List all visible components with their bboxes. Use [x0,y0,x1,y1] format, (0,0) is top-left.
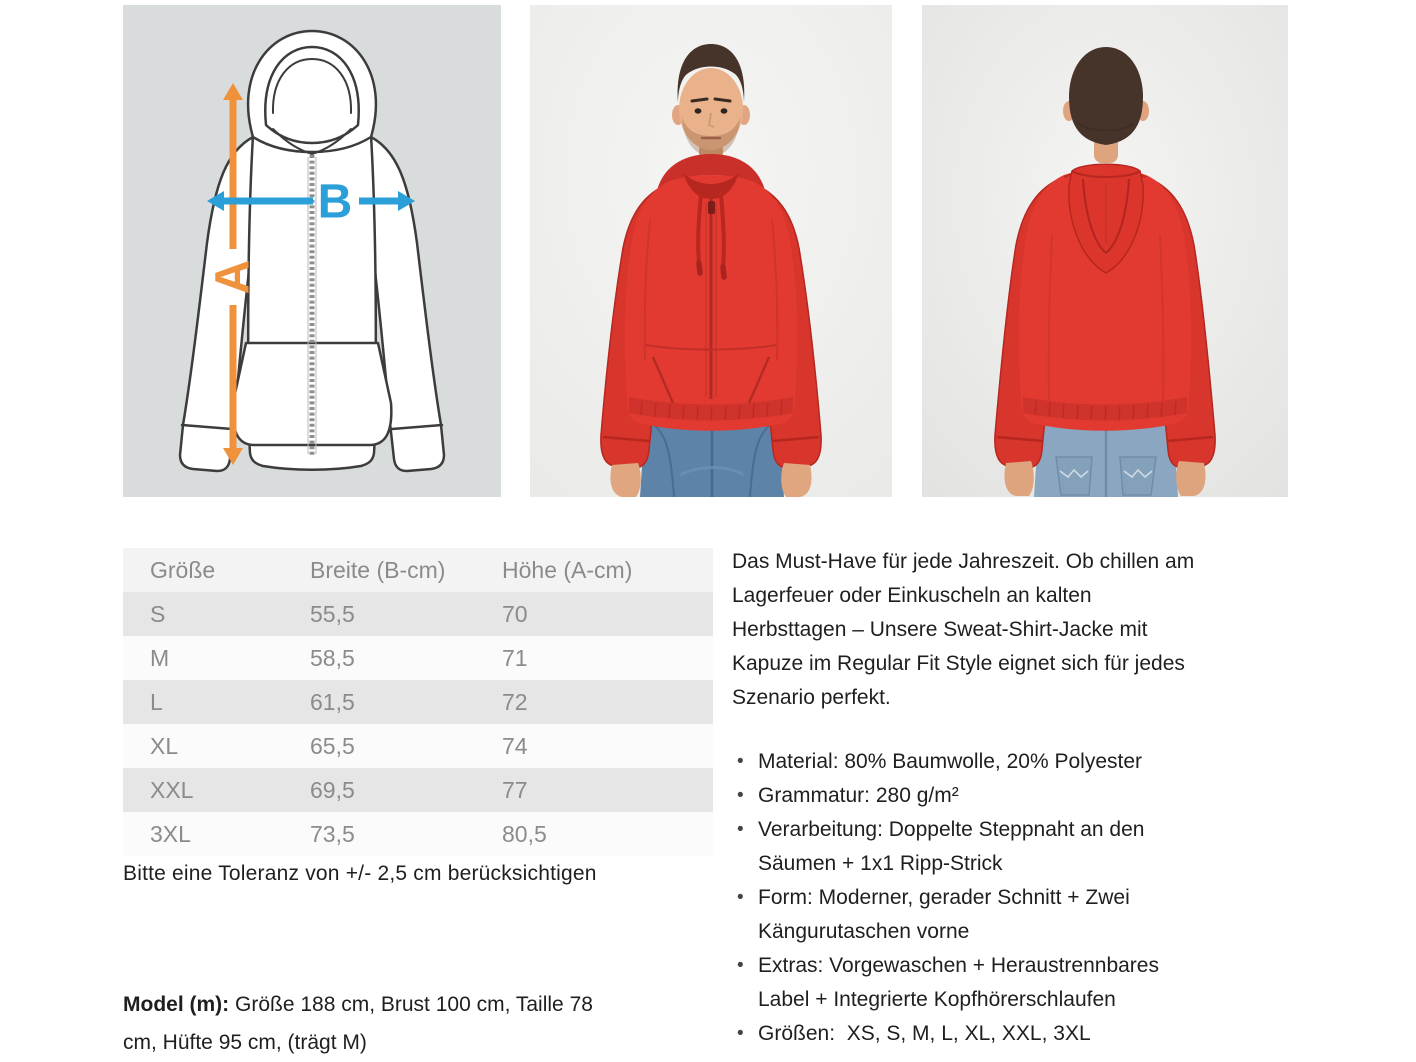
label-b: B [317,175,353,229]
product-description [732,545,1210,1051]
table-row: S 55,5 70 [123,592,713,636]
table-row: L 61,5 72 [123,680,713,724]
model-info-text: Größe 188 cm, Brust 100 cm, Taille 78 cm, Hüfte 95 cm, (trägt M) [123,993,593,1054]
feature-form: • Form: Moderner, gerader Schnitt + Zwei Kängurutaschen vorne [732,881,1210,949]
product-photo-back [922,5,1288,497]
table-row: 3XL 73,5 80,5 [123,812,713,856]
table-row: XXL 69,5 77 [123,768,713,812]
model-front-illustration [530,5,892,497]
back-pocket-right [1120,457,1156,495]
size-table [123,548,713,856]
model-info [123,986,623,1062]
back-pocket-left [1056,457,1092,495]
feature-extras: • Extras: Vorgewaschen + Heraustrennbares Label + Integrierte Kopfhörerschlaufen [732,949,1210,1017]
hood-opening [265,47,358,143]
feature-groessen: • Größen: XS, S, M, L, XL, XXL, 3XL [732,1017,1210,1051]
feature-verarbeitung: • Verarbeitung: Doppelte Steppnaht an den Säumen + 1x1 Ripp-Strick [732,813,1210,881]
col-header-breite: Breite (B-cm) [310,556,446,583]
table-row: XL 65,5 74 [123,724,713,768]
product-features-list [732,745,1210,1051]
table-row: M 58,5 71 [123,636,713,680]
label-a: A [206,259,260,295]
tolerance-note: Bitte eine Toleranz von +/- 2,5 cm berücksichtigen [123,862,597,885]
col-header-groesse: Größe [150,556,216,583]
feature-material: • Material: 80% Baumwolle, 20% Polyester [732,745,1210,779]
size-diagram-panel [123,5,501,497]
size-table-header-row [123,548,713,592]
feature-grammatur: • Grammatur: 280 g/m² [732,779,1210,813]
col-header-hoehe: Höhe (A-cm) [502,556,633,583]
model-info-label: Model (m): [123,993,230,1016]
description-intro: Das Must-Have für jede Jahreszeit. Ob chillen am Lagerfeuer oder Einkuscheln an kalten Herbsttagen – Unsere Sweat-Shirt-Jacke mit Kapuze im Regular Fit Style eignet sich für jedes Szenario perfekt. [732,550,1195,709]
product-photo-front [530,5,892,497]
zipper-pull [708,201,715,214]
model-back-illustration [922,5,1288,497]
hoodie-line-art [123,5,501,497]
